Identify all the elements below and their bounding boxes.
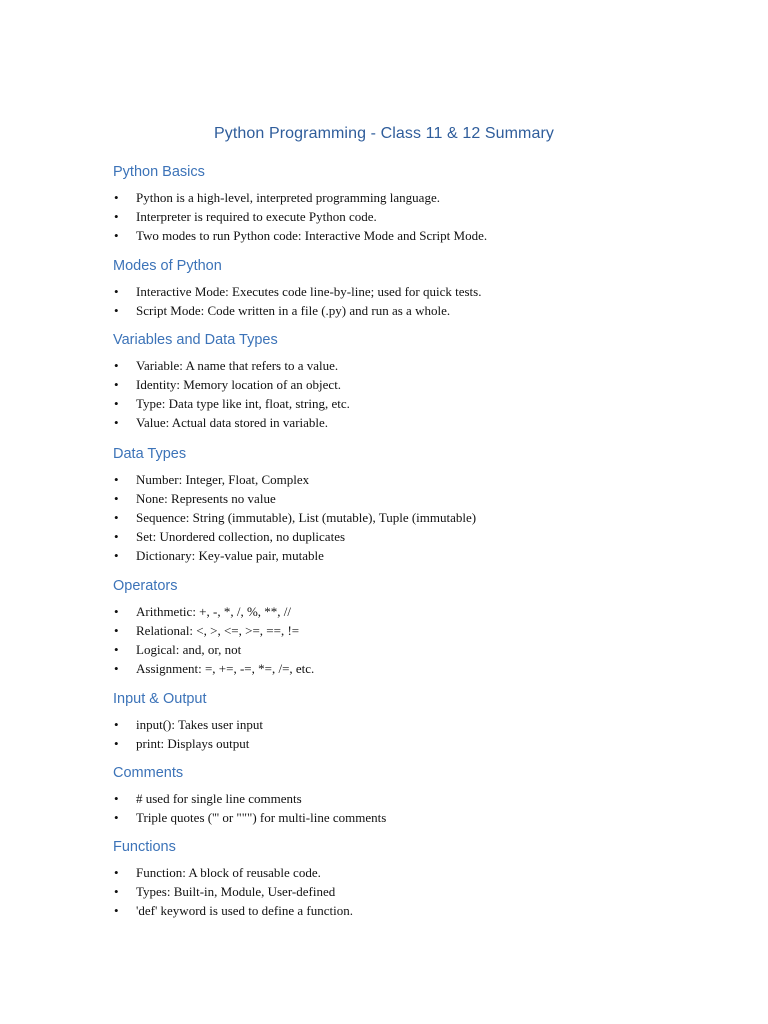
list-item [113, 489, 713, 508]
list-item-text: Set: Unordered collection, no duplicates [136, 529, 346, 544]
bullet-icon: • [114, 791, 119, 806]
list-item [113, 659, 713, 678]
list-item [113, 508, 713, 527]
list-item [113, 207, 713, 226]
bullet-icon: • [114, 642, 119, 657]
bullet-icon: • [114, 358, 119, 373]
bullet-list [113, 470, 713, 565]
list-item [113, 188, 713, 207]
page-title: Python Programming - Class 11 & 12 Summary [213, 125, 555, 142]
list-item [113, 301, 713, 320]
list-item-text: Python is a high-level, interpreted programming language. [136, 190, 440, 205]
list-item [113, 789, 713, 808]
bullet-icon: • [114, 661, 119, 676]
bullet-list [113, 715, 713, 753]
bullet-icon: • [114, 491, 119, 506]
list-item-text: Two modes to run Python code: Interactive Mode and Script Mode. [136, 228, 488, 243]
list-item [113, 734, 713, 753]
list-item-text: Interactive Mode: Executes code line-by-line; used for quick tests. [136, 284, 482, 299]
bullet-icon: • [114, 190, 119, 205]
list-item-text: Sequence: String (immutable), List (mutable), Tuple (immutable) [136, 510, 477, 525]
bullet-icon: • [114, 884, 119, 899]
section-heading: Python Basics [113, 164, 205, 180]
bullet-icon: • [114, 717, 119, 732]
list-item-text: # used for single line comments [136, 791, 302, 806]
list-item-text: Value: Actual data stored in variable. [136, 415, 329, 430]
list-item [113, 375, 713, 394]
list-item-text: Script Mode: Code written in a file (.py) and run as a whole. [136, 303, 451, 318]
section-modes-of-python [113, 257, 713, 320]
list-item [113, 282, 713, 301]
bullet-icon: • [114, 284, 119, 299]
section-heading: Functions [113, 839, 176, 855]
bullet-icon: • [114, 228, 119, 243]
list-item [113, 602, 713, 621]
list-item [113, 527, 713, 546]
list-item-text: Type: Data type like int, float, string, etc. [136, 396, 350, 411]
section-heading: Operators [113, 578, 178, 594]
bullet-list [113, 602, 713, 678]
list-item [113, 863, 713, 882]
list-item-text: 'def' keyword is used to define a function. [136, 903, 353, 918]
list-item-text: Arithmetic: +, -, *, /, %, **, // [136, 604, 292, 619]
bullet-icon: • [114, 865, 119, 880]
list-item-text: Relational: <, >, <=, >=, ==, != [136, 623, 300, 638]
section-heading: Data Types [113, 446, 187, 462]
list-item [113, 882, 713, 901]
bullet-icon: • [114, 736, 119, 751]
section-operators [113, 577, 713, 678]
list-item-text: Types: Built-in, Module, User-defined [136, 884, 336, 899]
list-item [113, 356, 713, 375]
list-item [113, 546, 713, 565]
list-item-text: Dictionary: Key-value pair, mutable [136, 548, 324, 563]
list-item [113, 394, 713, 413]
bullet-list [113, 282, 713, 320]
list-item-text: Function: A block of reusable code. [136, 865, 321, 880]
bullet-icon: • [114, 623, 119, 638]
list-item [113, 808, 713, 827]
list-item-text: Triple quotes (''' or """) for multi-line comments [136, 810, 387, 825]
bullet-icon: • [114, 529, 119, 544]
bullet-list [113, 789, 713, 827]
bullet-icon: • [114, 810, 119, 825]
bullet-list [113, 188, 713, 245]
bullet-icon: • [114, 209, 119, 224]
section-data-types [113, 445, 713, 565]
list-item-text: Assignment: =, +=, -=, *=, /=, etc. [136, 661, 315, 676]
list-item-text: Interpreter is required to execute Python code. [136, 209, 377, 224]
section-functions [113, 838, 713, 920]
bullet-icon: • [114, 377, 119, 392]
list-item-text: print: Displays output [136, 736, 250, 751]
section-heading: Input & Output [113, 691, 207, 707]
list-item [113, 226, 713, 245]
bullet-icon: • [114, 472, 119, 487]
bullet-icon: • [114, 604, 119, 619]
bullet-icon: • [114, 303, 119, 318]
section-heading: Comments [113, 765, 184, 781]
section-heading: Variables and Data Types [113, 332, 278, 348]
section-variables-and-data-types [113, 331, 713, 432]
section-python-basics [113, 163, 713, 245]
list-item [113, 470, 713, 489]
bullet-list [113, 356, 713, 432]
list-item-text: Number: Integer, Float, Complex [136, 472, 310, 487]
section-comments [113, 764, 713, 827]
bullet-icon: • [114, 415, 119, 430]
bullet-list [113, 863, 713, 920]
list-item-text: None: Represents no value [136, 491, 276, 506]
bullet-icon: • [114, 396, 119, 411]
list-item [113, 640, 713, 659]
section-input-output [113, 690, 713, 753]
list-item-text: input(): Takes user input [136, 717, 264, 732]
bullet-icon: • [114, 548, 119, 563]
list-item-text: Logical: and, or, not [136, 642, 242, 657]
list-item [113, 621, 713, 640]
list-item [113, 413, 713, 432]
list-item-text: Identity: Memory location of an object. [136, 377, 342, 392]
bullet-icon: • [114, 510, 119, 525]
list-item-text: Variable: A name that refers to a value. [136, 358, 339, 373]
section-heading: Modes of Python [113, 258, 222, 274]
bullet-icon: • [114, 903, 119, 918]
list-item [113, 901, 713, 920]
list-item [113, 715, 713, 734]
